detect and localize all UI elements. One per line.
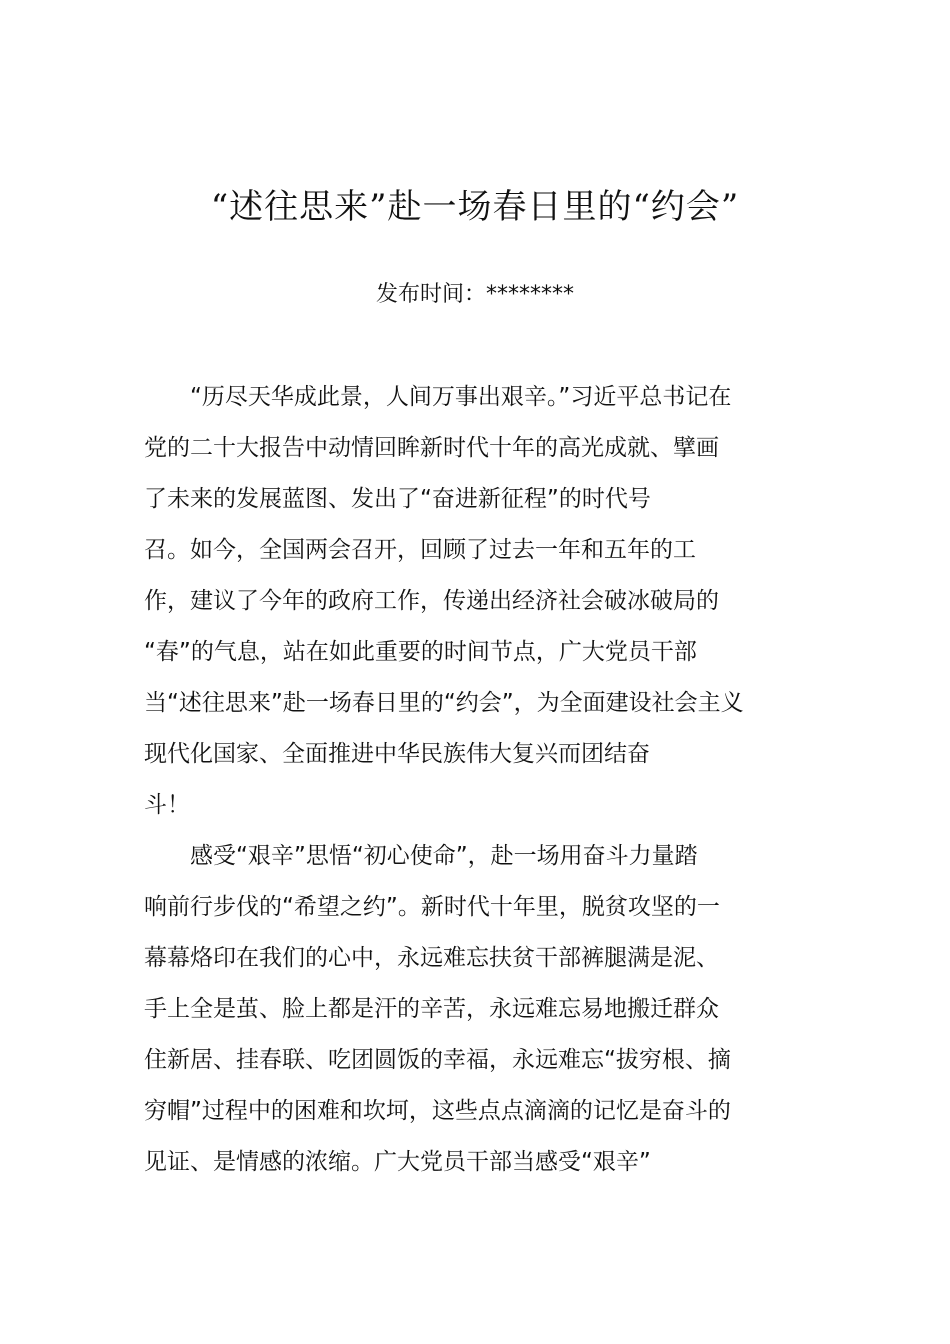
text-line: 了未来的发展蓝图、发出了“奋进新征程”的时代号 bbox=[144, 486, 651, 512]
text-line: “春”的气息，站在如此重要的时间节点，广大党员干部 bbox=[144, 639, 697, 665]
text-line: 党的二十大报告中动情回眸新时代十年的高光成就、擘画 bbox=[144, 435, 719, 461]
publish-time: 发布时间：******** bbox=[375, 282, 574, 307]
article-body bbox=[144, 378, 824, 1194]
text-line: 斗！ bbox=[144, 792, 190, 818]
text-line: 当“述往思来”赴一场春日里的“约会”，为全面建设社会主义 bbox=[144, 690, 744, 716]
article-title: “述往思来”赴一场春日里的“约会” bbox=[210, 187, 740, 227]
text-line: 穷帽”过程中的困难和坎坷，这些点点滴滴的记忆是奋斗的 bbox=[144, 1098, 731, 1124]
text-line: “历尽天华成此景，人间万事出艰辛。”习近平总书记在 bbox=[144, 384, 732, 410]
text-line: 现代化国家、全面推进中华民族伟大复兴而团结奋 bbox=[144, 741, 650, 767]
paragraph-1 bbox=[144, 378, 824, 837]
paragraph-2 bbox=[144, 837, 824, 1194]
text-line: 住新居、挂春联、吃团圆饭的幸福，永远难忘“拔穷根、摘 bbox=[144, 1047, 731, 1073]
text-line: 召。如今，全国两会召开，回顾了过去一年和五年的工 bbox=[144, 537, 696, 563]
text-line: 作，建议了今年的政府工作，传递出经济社会破冰破局的 bbox=[144, 588, 719, 614]
text-line: 响前行步伐的“希望之约”。新时代十年里，脱贫攻坚的一 bbox=[144, 894, 720, 920]
text-line: 见证、是情感的浓缩。广大党员干部当感受“艰辛” bbox=[144, 1149, 651, 1175]
text-line: 感受“艰辛”思悟“初心使命”，赴一场用奋斗力量踏 bbox=[144, 843, 698, 869]
text-line: 手上全是茧、脸上都是汗的辛苦，永远难忘易地搬迁群众 bbox=[144, 996, 719, 1022]
text-line: 幕幕烙印在我们的心中，永远难忘扶贫干部裤腿满是泥、 bbox=[144, 945, 719, 971]
